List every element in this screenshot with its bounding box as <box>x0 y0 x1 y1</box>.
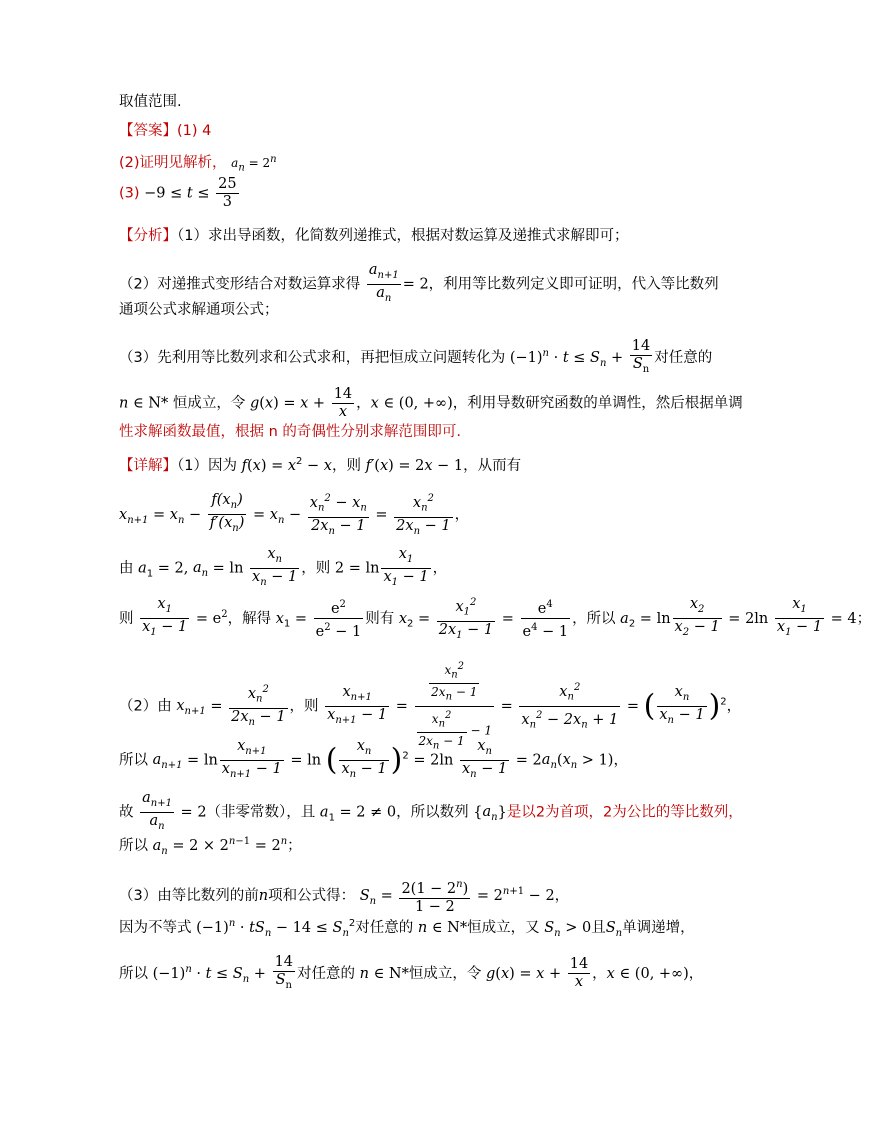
solution-line-7: 所以 $a_n = 2 \times 2^{n-1} = 2^n$； <box>119 836 302 857</box>
analysis-line-5: n ∈ N* 恒成立，令 g(x) = x + $\frac{14}{x}$ ，x ∈ (0, +∞)，利用导数研究函数的单调性，然后根据单调 <box>119 386 743 420</box>
solution-equation-1: $x_{n+1} = x_n$ − $\frac{f(x_n)}{f'(x_n)}$ = $x_n$ − $\frac{x_n^2 - x_n}{2x_n - 1}$ = $\frac{x_n^2}{2x_n - 1}$ ， <box>119 490 469 540</box>
solution-line-4: （2）由 $x_{n+1}$ = $\frac{x_n^2}{2x_n - 1}$ ，则 $\frac{x_{n+1}}{x_{n+1} - 1}$ = $\frac{x_n^2}{2x_n - 1}$ $\frac{x_n^2}{2x_n - 1}$ − 1 = $\frac{x_n^2}{x_n^2 - 2x_n + 1}$ = ( $\frac{x_n}{x_n - 1}$ )$^2$， <box>119 658 741 755</box>
text-fragment: 取值范围. <box>119 94 182 110</box>
text-fragment: 因为不等式 <box>119 919 192 936</box>
solution-line-8: （3）由等比数列的前n项和公式得： $S_n$ = $\frac{2(1 - 2^n)}{1 - 2}$ = $2^{n+1} - 2$， <box>119 876 569 916</box>
answer-part-2: (2)证明见解析， $a_n = 2^n$ <box>119 154 277 174</box>
text-fragment: (2)证明见解析， <box>119 155 227 171</box>
text-fragment: 所以 <box>119 837 148 854</box>
text-fragment: （2）由 <box>119 698 172 715</box>
text-fragment: ，则 <box>331 457 361 474</box>
text-line <box>119 92 182 112</box>
text-fragment: ，则 <box>289 698 319 715</box>
answer-heading <box>119 121 211 141</box>
analysis-line-4: （3）先利用等比数列求和公式求和，再把恒成立问题转化为 $(-1)^n \cdot t \le S_n$ + $\frac{14}{S_n}$ 对任意的 <box>119 338 713 375</box>
analysis-line-6 <box>119 422 461 442</box>
text-fragment: （1）求出导函数，化简数列递推式，根据对数运算及递推式求解即可； <box>177 228 629 244</box>
analysis-line-1 <box>119 226 628 246</box>
text-fragment: ，所以 <box>572 610 616 627</box>
text-fragment: 则有 <box>365 610 395 627</box>
text-fragment: ，利用等比数列定义即可证明，代入等比数列 <box>428 276 719 293</box>
text-fragment: 则 <box>119 610 134 627</box>
solution-line-9: 因为不等式 $(-1)^n \cdot tS_n - 14 \le S_n^2$对任意的 n ∈ N*恒成立，又 $S_n > 0$且$S_n$单调递增， <box>119 918 695 939</box>
text-fragment: 项和公式得： <box>268 887 356 904</box>
text-fragment: 恒成立，又 <box>467 919 540 936</box>
answer-tag: 【答案】 <box>119 123 177 139</box>
text-fragment: n <box>258 887 269 904</box>
solution-line-6: 故 $\frac{a_{n+1}}{a_n}$ = 2（非零常数），且 $a_1 = 2 \ne 0$，所以数列 $\{a_n\}$是以2为首项，2为公比的等比数列， <box>119 790 743 832</box>
text-fragment: 恒成立，令 <box>172 395 246 412</box>
text-fragment: 2 <box>535 804 546 821</box>
text-fragment: ，解得 <box>227 610 272 627</box>
text-fragment: 是以 <box>506 804 536 821</box>
text-fragment: ， <box>688 965 704 982</box>
text-fragment: 且 <box>591 919 606 936</box>
solution-line-1: 【详解】（1）因为 $f(x) = x^2 - x$，则 f′(x) = 2x − 1，从而有 <box>119 456 522 474</box>
text-fragment: ，从而有 <box>463 457 522 474</box>
text-fragment: 为首项， <box>545 804 604 821</box>
text-fragment: 所以 <box>119 965 148 982</box>
text-fragment: 故 <box>119 804 134 821</box>
solution-line-10: 所以 $(-1)^n \cdot t \le S_n$ + $\frac{14}{S_n}$ 对任意的 n ∈ N*恒成立，令 g(x) = x + $\frac{14}{x}$ ，x ∈ (0, +∞)， <box>119 954 704 991</box>
text-fragment: ，所以数列 <box>396 804 469 821</box>
text-fragment: ，利用导数研究函数的单调性，然后根据单调 <box>452 395 743 412</box>
analysis-line-2: （2）对递推式变形结合对数运算求得 $\frac{a_{n+1}}{a_n}$ = 2，利用等比数列定义即可证明，代入等比数列 <box>119 262 719 304</box>
text-fragment: 对任意的 <box>355 919 414 936</box>
text-fragment: （1）因为 <box>177 457 237 474</box>
text-fragment: 由 <box>119 560 134 577</box>
text-fragment: 2 <box>603 804 613 821</box>
text-fragment: 对任意的 <box>654 349 713 366</box>
text-fragment: 恒成立，令 <box>408 965 482 982</box>
text-fragment: （非零常数），且 <box>206 804 316 821</box>
solution-tag: 【详解】 <box>119 457 177 474</box>
text-fragment: （3）由等比数列的前 <box>119 887 259 904</box>
text-fragment: 性求解函数最值，根据 n 的奇偶性分别求解范围即可. <box>119 424 462 440</box>
text-fragment: 通项公式求解通项公式； <box>119 302 279 318</box>
text-fragment: 对任意的 <box>297 965 356 982</box>
solution-line-5: 所以 $a_{n+1} = \ln$ $\frac{x_{n+1}}{x_{n+1} - 1}$ = ln ( $\frac{x_n}{x_n - 1}$ )$^2$ = 2ln $\frac{x_n}{x_n - 1}$ = $2a_n(x_n > 1)$， <box>119 738 628 780</box>
text-fragment: ，则 <box>301 560 331 577</box>
text-fragment: 单调递增， <box>622 919 695 936</box>
text-fragment: 为公比的等比数列， <box>612 804 743 821</box>
solution-line-3: 则 $\frac{x_1}{x_1 - 1}$ = $e^2$，解得 $x_1$ = $\frac{e^2}{e^2 - 1}$ 则有 $x_2$ = $\frac{x_1^2}{2x_1 - 1}$ = $\frac{e^4}{e^4 - 1}$ ，所以 $a_2 = \ln$ $\frac{x_2}{x_2 - 1}$ = 2ln $\frac{x_1}{x_1 - 1}$ = 4； <box>119 594 871 644</box>
text-fragment: 所以 <box>119 752 148 769</box>
answer-part-3: (3) −9 ≤ t ≤ $\frac{25}{3}$ <box>119 176 237 210</box>
analysis-line-3 <box>119 300 279 320</box>
analysis-tag: 【分析】 <box>119 228 177 244</box>
solution-line-2: 由 $a_1 = 2$, $a_n = \ln$ $\frac{x_n}{x_n - 1}$ ，则 2 = ln $\frac{x_1}{x_1 - 1}$ ， <box>119 546 448 588</box>
text-fragment: （2）对递推式变形结合对数运算求得 <box>119 276 361 293</box>
text-fragment: （3）先利用等比数列求和公式求和，再把恒成立问题转化为 <box>119 349 506 366</box>
text-fragment: (3) <box>119 185 140 202</box>
answer-part-1: (1) 4 <box>177 123 212 139</box>
